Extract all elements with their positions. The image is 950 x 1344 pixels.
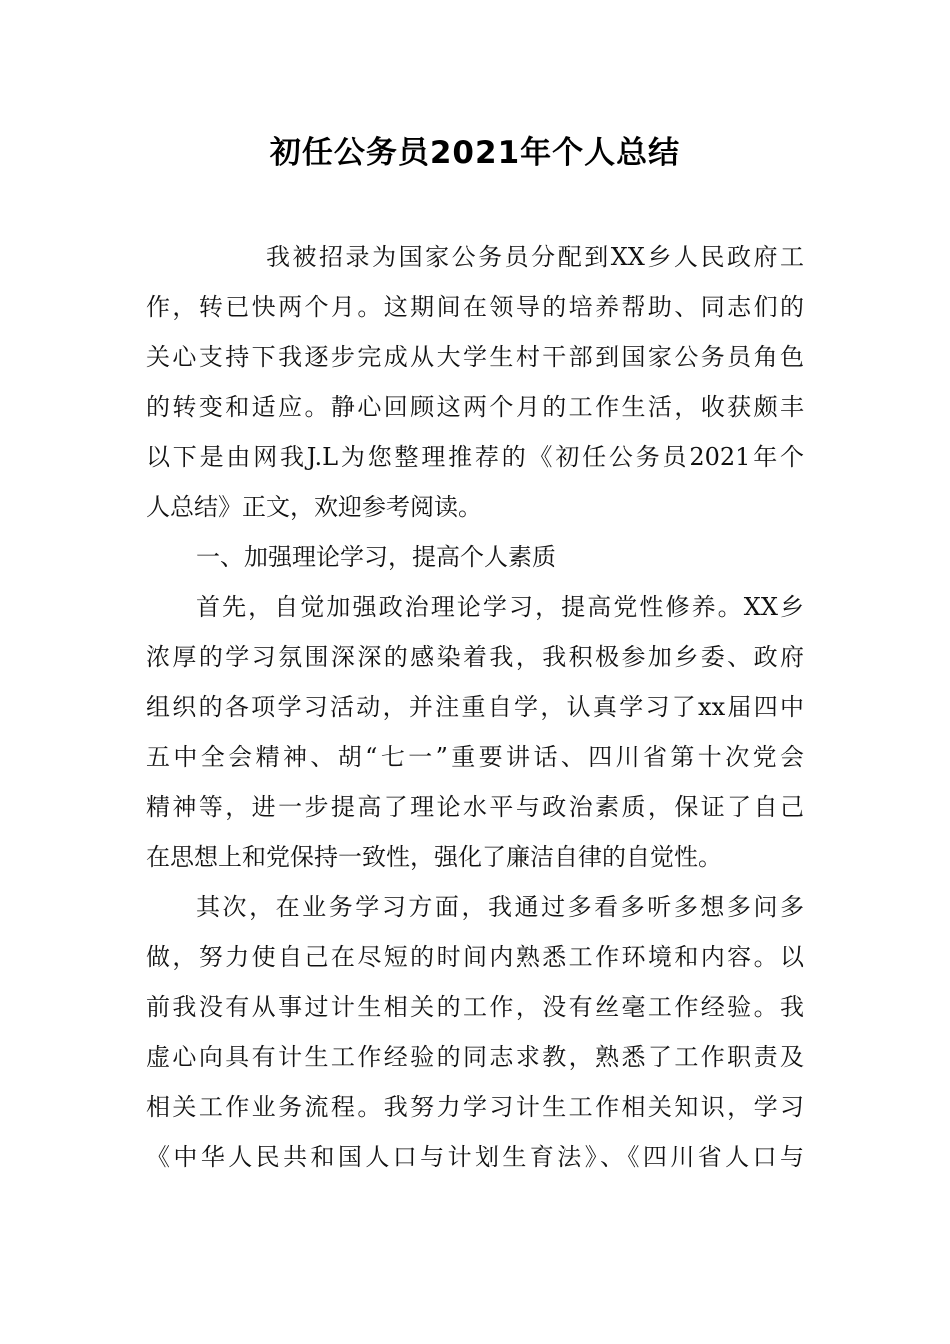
body-line-5: 以下是由网我J.L为您整理推荐的《初任公务员2021年个	[146, 443, 804, 471]
body-line-3: 关心支持下我逐步完成从大学生村干部到国家公务员角色	[146, 343, 804, 371]
body-line-18: 相关工作业务流程。我努力学习计生工作相关知识，学习	[146, 1093, 804, 1121]
body-line-2: 作，转已快两个月。这期间在领导的培养帮助、同志们的	[146, 293, 804, 321]
body-line-14: 其次，在业务学习方面，我通过多看多听多想多问多	[196, 893, 804, 921]
body-line-10: 组织的各项学习活动，并注重自学，认真学习了xx届四中	[146, 693, 804, 721]
body-line-15: 做，努力使自己在尽短的时间内熟悉工作环境和内容。以	[146, 943, 804, 971]
section-heading: 一、加强理论学习，提高个人素质	[196, 543, 556, 571]
body-line-6: 人总结》正文，欢迎参考阅读。	[146, 493, 482, 521]
document-title: 初任公务员2021年个人总结	[269, 135, 681, 171]
body-line-19: 《中华人民共和国人口与计划生育法》、《四川省人口与	[146, 1143, 804, 1171]
body-line-9: 浓厚的学习氛围深深的感染着我，我积极参加乡委、政府	[146, 643, 804, 671]
body-line-12: 精神等，进一步提高了理论水平与政治素质，保证了自己	[146, 793, 804, 821]
body-line-16: 前我没有从事过计生相关的工作，没有丝毫工作经验。我	[146, 993, 804, 1021]
body-line-4: 的转变和适应。静心回顾这两个月的工作生活，收获颇丰	[146, 393, 804, 421]
body-line-13: 在思想上和党保持一致性，强化了廉洁自律的自觉性。	[146, 843, 722, 871]
body-line-1: 我被招录为国家公务员分配到XX乡人民政府工	[266, 243, 804, 271]
body-line-8: 首先，自觉加强政治理论学习，提高党性修养。XX乡	[196, 593, 804, 621]
body-line-17: 虚心向具有计生工作经验的同志求教，熟悉了工作职责及	[146, 1043, 804, 1071]
body-line-11: 五中全会精神、胡“七一”重要讲话、四川省第十次党会	[146, 743, 804, 771]
